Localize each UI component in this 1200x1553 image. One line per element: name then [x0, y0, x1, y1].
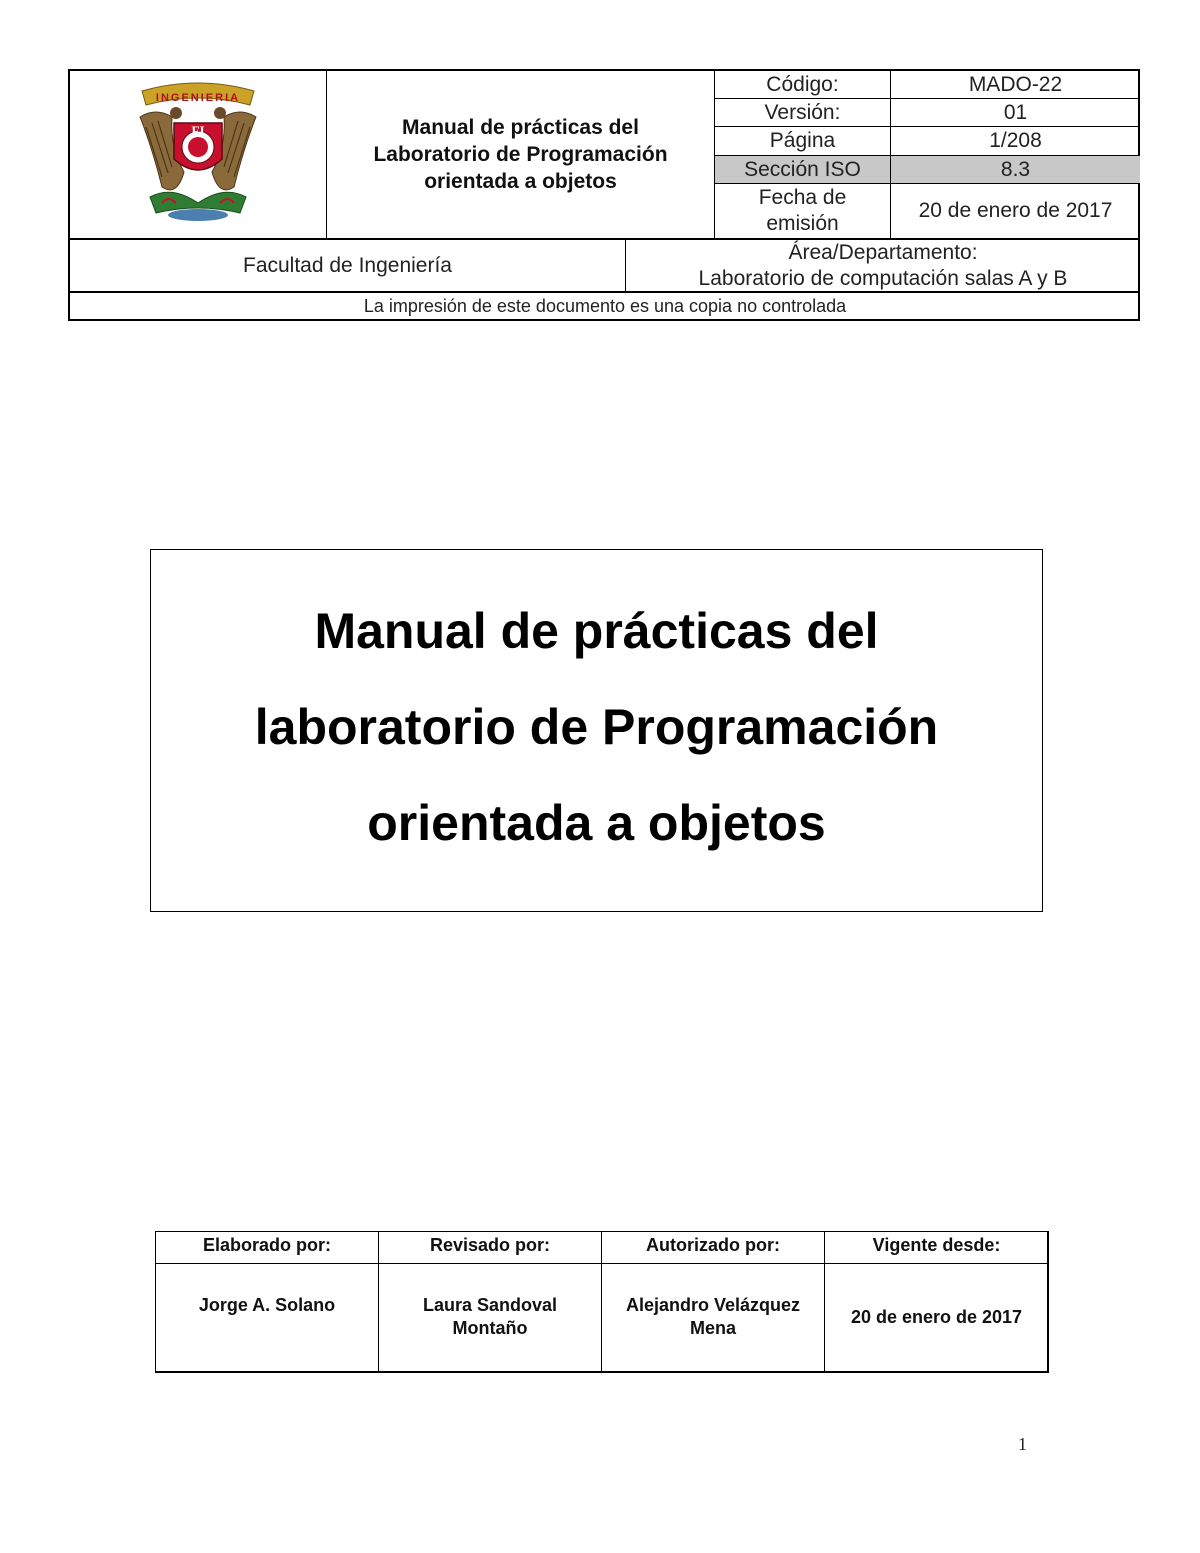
approval-column-elaborated [156, 1232, 379, 1372]
faculty-name: Facultad de Ingeniería [70, 240, 626, 291]
meta-row-code [715, 71, 1140, 99]
area-value: Laboratorio de computación salas A y B [698, 267, 1068, 290]
meta-label: Código: [715, 71, 891, 98]
meta-label: Página [715, 127, 891, 155]
approval-value: 20 de enero de 2017 [850, 1307, 1023, 1327]
approval-header: Vigente desde: [825, 1232, 1048, 1264]
meta-label: Fecha de emisión [715, 184, 891, 238]
department-row [70, 238, 1140, 293]
approval-table [155, 1231, 1049, 1373]
logo-cell [70, 71, 327, 238]
header-title: Manual de prácticas del Laboratorio de Programación orientada a objetos [373, 116, 668, 193]
approval-column-valid-from [825, 1232, 1048, 1372]
main-title-line: Manual de prácticas del [314, 602, 879, 659]
page-number: 1 [1018, 1434, 1027, 1454]
document-header [68, 69, 1140, 321]
meta-row-iso [715, 156, 1140, 184]
meta-value: MADO-22 [968, 72, 1063, 96]
approval-column-authorized [602, 1232, 825, 1372]
meta-value: 1/208 [989, 129, 1042, 152]
meta-row-version [715, 99, 1140, 127]
main-title-line: orientada a objetos [367, 794, 826, 851]
approval-header: Revisado por: [379, 1232, 601, 1264]
approval-value: Alejandro Velázquez Mena [625, 1295, 801, 1338]
logo-initials: FI [191, 123, 205, 138]
main-title-box [150, 549, 1043, 912]
approval-column-reviewed [379, 1232, 602, 1372]
meta-label: Versión: [715, 99, 891, 126]
faculty-logo-icon [132, 77, 264, 227]
meta-value: 01 [1003, 100, 1028, 124]
document-meta-table [715, 71, 1140, 238]
approval-value: Laura Sandoval Montaño [422, 1295, 558, 1338]
meta-label: Sección ISO [715, 156, 891, 183]
meta-row-page [715, 127, 1140, 156]
print-note: La impresión de este documento es una copia no controlada [363, 296, 847, 316]
approval-header: Elaborado por: [156, 1232, 378, 1264]
area-cell [626, 240, 1140, 291]
approval-value: Jorge A. Solano [198, 1295, 336, 1315]
area-label: Área/Departamento: [788, 241, 978, 264]
meta-value: 20 de enero de 2017 [918, 199, 1113, 222]
main-title [255, 583, 938, 871]
main-title-line: laboratorio de Programación [254, 698, 939, 755]
meta-value: 8.3 [1000, 157, 1031, 181]
meta-row-issue-date [715, 184, 1140, 238]
approval-header: Autorizado por: [602, 1232, 824, 1264]
logo-text: INGENIERIA [155, 92, 241, 104]
header-title-cell [327, 71, 715, 238]
